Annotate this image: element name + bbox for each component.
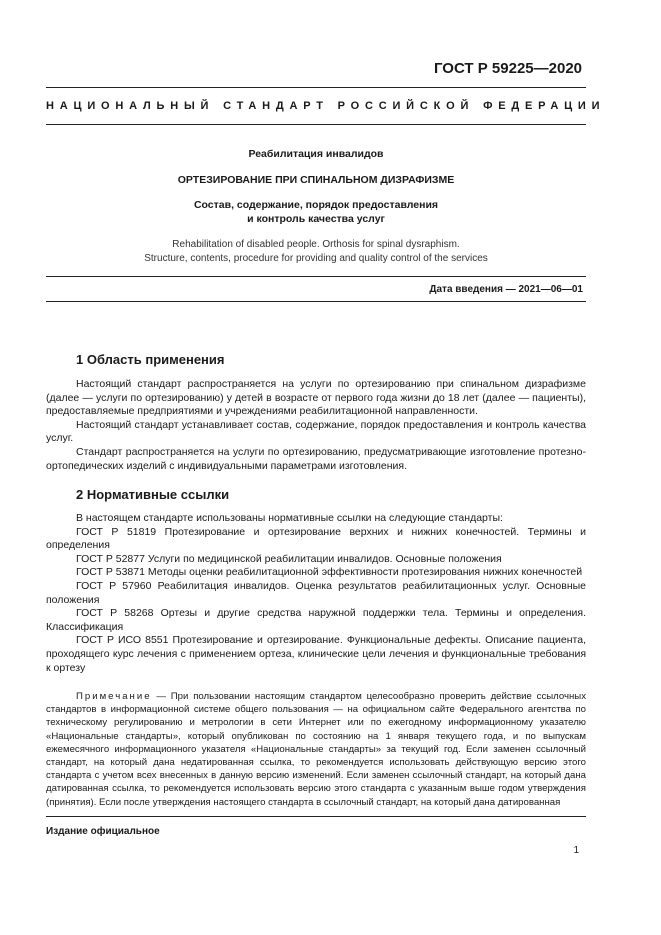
scope-title-line-2: и контроль качества услуг — [247, 213, 385, 225]
reference-note — [46, 690, 586, 809]
english-title-line-2: Structure, contents, procedure for providing and quality control of the services — [144, 253, 488, 264]
introduction-date: Дата введения — 2021—06—01 — [429, 284, 583, 295]
intro-date-rule-bottom — [46, 301, 586, 302]
section-1-paragraph: Настоящий стандарт распространяется на услуги по ортезированию при спинальном дизрафизме (далее — услуги по ортезированию) у детей в возрасте от первого года жизни до 18 лет (далее — пациенты), предоставляемые предприятиями и учреждениями реабилитационной направленности. — [46, 378, 586, 418]
reference-item: ГОСТ Р 53871 Методы оценки реабилитационной эффективности протезирования нижних конечностей — [76, 566, 583, 579]
reference-item: ГОСТ Р ИСО 8551 Протезирование и ортезирование. Функциональные дефекты. Описание пациента, проходящего курс лечения с применением ортеза, клинические цели лечения и функциональные требования к ортезу — [46, 634, 586, 674]
intro-date-rule — [46, 276, 586, 277]
document-scope-title — [46, 198, 586, 226]
document-main-title: ОРТЕЗИРОВАНИЕ ПРИ СПИНАЛЬНОМ ДИЗРАФИЗМЕ — [177, 174, 455, 186]
reference-item: ГОСТ Р 51819 Протезирование и ортезирование верхних и нижних конечностей. Термины и определения — [46, 525, 586, 552]
english-title — [46, 238, 586, 266]
header-rule-top — [46, 87, 586, 88]
document-code: ГОСТ Р 59225—2020 — [433, 60, 582, 77]
section-1-body — [46, 378, 586, 473]
section-2-title: 2 Нормативные ссылки — [76, 487, 230, 502]
edition-label: Издание официальное — [46, 826, 160, 837]
section-1-paragraph: Настоящий стандарт устанавливает состав, содержание, порядок предоставления и контроль качества услуг. — [46, 418, 586, 445]
footer-rule — [46, 816, 586, 817]
scope-title-line-1: Состав, содержание, порядок предоставления — [193, 199, 439, 211]
reference-item: ГОСТ Р 57960 Реабилитация инвалидов. Оценка результатов реабилитационных услуг. Основные положения — [46, 579, 586, 606]
section-2-intro: В настоящем стандарте использованы нормативные ссылки на следующие стандарты: — [76, 512, 503, 524]
section-1-title: 1 Область применения — [76, 352, 225, 367]
section-1-paragraph: Стандарт распространяется на услуги по ортезированию, предусматривающие изготовление протезно-ортопедических изделий с индивидуальными параметрами изготовления. — [46, 445, 586, 472]
page-number: 1 — [573, 845, 579, 856]
header-rule-bottom — [46, 124, 586, 125]
reference-item: ГОСТ Р 52877 Услуги по медицинской реабилитации инвалидов. Основные положения — [76, 552, 502, 565]
note-label: Примечание — [76, 691, 152, 702]
standard-category-title: НАЦИОНАЛЬНЫЙ СТАНДАРТ РОССИЙСКОЙ ФЕДЕРАЦИИ — [46, 100, 606, 112]
section-2-body — [46, 512, 586, 675]
note-text: — При пользовании настоящим стандартом целесообразно проверить действие ссылочных стандартов в информационной системе общего пользования — на официальном сайте Федерального агентства по техническому регулированию и метрологии в сети Интернет или по ежегодному информационному указателю «Национальные стандарты», который опубликован по состоянию на 1 января текущего года, и по выпускам ежемесячного информационного указателя «Национальные стандарты» за текущий год. Если заменен ссылочный стандарт, на который дана недатированная ссылка, то рекомендуется использовать действующую версию этого стандарта с учетом всех внесенных в данную версию изменений. Если заменен ссылочный стандарт, на который дана датированная ссылка, то рекомендуется использовать версию этого стандарта с указанным выше годом утверждения (принятия). Если после утверждения настоящего стандарта в ссылочный стандарт, на который дана датированная — [46, 691, 586, 808]
english-title-line-1: Rehabilitation of disabled people. Orthosis for spinal dysraphism. — [172, 239, 460, 250]
reference-item: ГОСТ Р 58268 Ортезы и другие средства наружной поддержки тела. Термины и определения. Классификация — [46, 607, 586, 633]
document-subtitle: Реабилитация инвалидов — [248, 148, 384, 160]
